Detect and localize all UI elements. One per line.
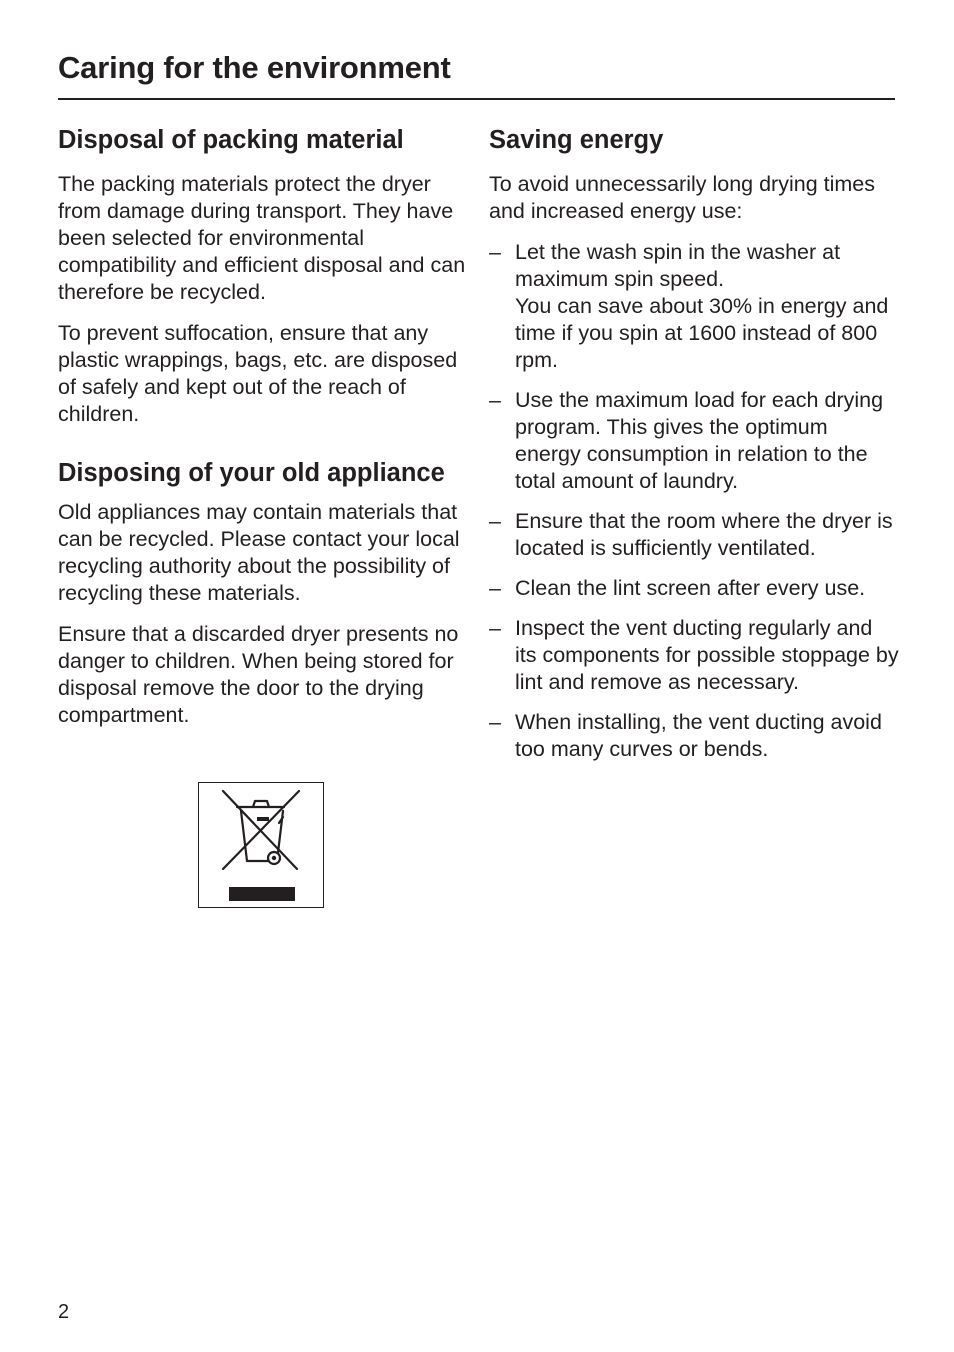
old-appliance-heading: Disposing of your old appliance xyxy=(58,459,445,487)
list-item xyxy=(489,575,899,602)
list-item xyxy=(489,615,899,696)
list-item xyxy=(489,709,899,763)
list-item-note: You can save about 30% in energy and time if you spin at 1600 instead of 800 rpm. xyxy=(515,294,889,372)
list-item-text: Ensure that the room where the dryer is located is sufficiently ventilated. xyxy=(515,509,893,560)
saving-energy-list xyxy=(489,239,899,763)
bullet-dash: – xyxy=(489,616,501,640)
bullet-dash: – xyxy=(489,576,501,600)
packing-paragraph-1: The packing materials protect the dryer from damage during transport. They have been selected for environmental compatibility and efficient disposal and can therefore be recycled. xyxy=(58,172,466,304)
title-divider xyxy=(58,98,895,100)
old-appliance-paragraph-2: Ensure that a discarded dryer presents no danger to children. When being stored for disposal remove the door to the drying compartment. xyxy=(58,622,459,727)
left-column xyxy=(58,124,466,729)
page-title: Caring for the environment xyxy=(58,50,451,85)
crossed-out-wheelie-bin-icon xyxy=(198,782,324,908)
right-column xyxy=(489,124,899,776)
list-item-text: Let the wash spin in the washer at maximum spin speed. xyxy=(515,240,841,291)
bullet-dash: – xyxy=(489,388,501,412)
list-item xyxy=(489,508,899,562)
list-item-text: Inspect the vent ducting regularly and its components for possible stoppage by lint and remove as necessary. xyxy=(515,616,899,694)
page-number: 2 xyxy=(58,1301,70,1323)
bullet-dash: – xyxy=(489,240,501,264)
list-item xyxy=(489,239,899,374)
old-appliance-paragraph-1: Old appliances may contain materials that can be recycled. Please contact your local recycling authority about the possibility of recycling these materials. xyxy=(58,500,460,605)
packing-heading: Disposal of packing material xyxy=(58,126,404,154)
packing-paragraph-2: To prevent suffocation, ensure that any plastic wrappings, bags, etc. are disposed of safely and kept out of the reach of children. xyxy=(58,321,458,426)
list-item-text: Clean the lint screen after every use. xyxy=(515,576,866,600)
list-item-text: When installing, the vent ducting avoid too many curves or bends. xyxy=(515,710,882,761)
saving-energy-intro: To avoid unnecessarily long drying times and increased energy use: xyxy=(489,172,876,223)
list-item-text: Use the maximum load for each drying program. This gives the optimum energy consumption in relation to the total amount of laundry. xyxy=(515,388,884,493)
saving-energy-heading: Saving energy xyxy=(489,126,664,154)
list-item xyxy=(489,387,899,495)
bullet-dash: – xyxy=(489,710,501,734)
bullet-dash: – xyxy=(489,509,501,533)
